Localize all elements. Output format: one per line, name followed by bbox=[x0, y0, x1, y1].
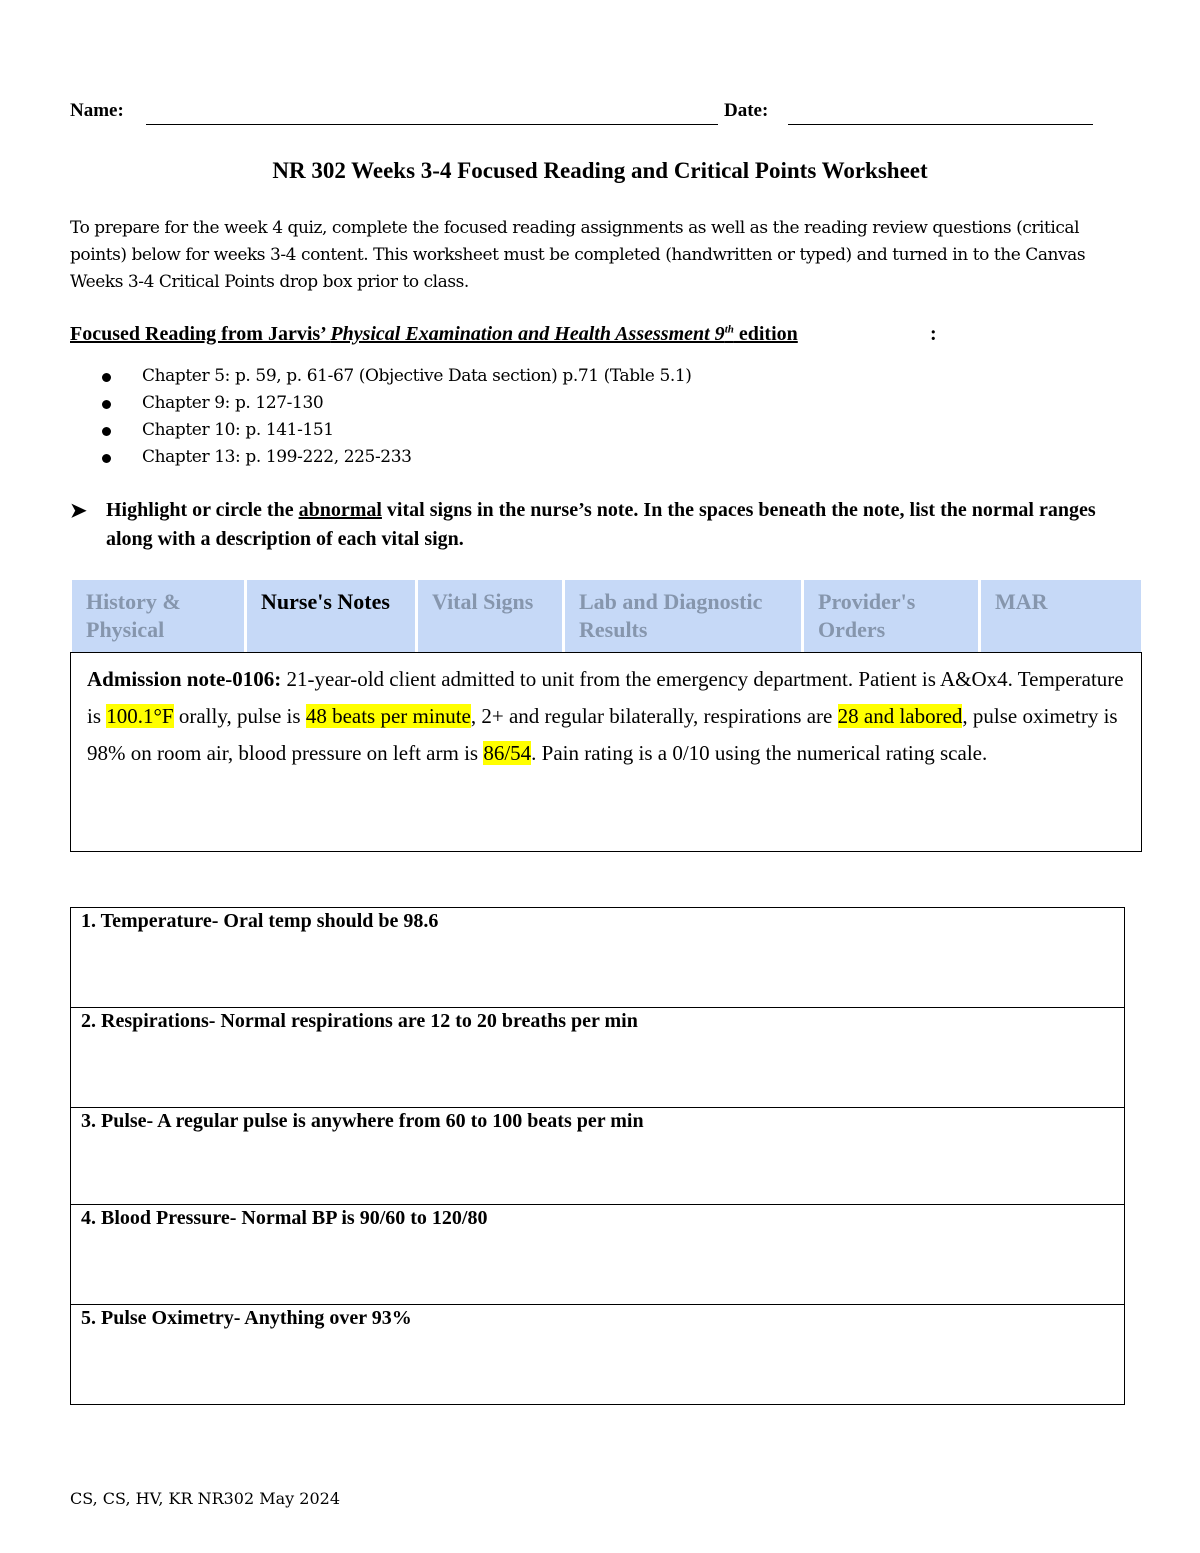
footer: CS, CS, HV, KR NR302 May 2024 bbox=[70, 1489, 341, 1508]
reading-heading-colon: : bbox=[930, 323, 937, 345]
answer-cell[interactable]: 3. Pulse- A regular pulse is anywhere from 60 to 100 beats per min bbox=[71, 1108, 1125, 1205]
chapter-list bbox=[100, 363, 692, 471]
table-row bbox=[71, 1108, 1125, 1205]
abnormal-temperature: 100.1°F bbox=[106, 704, 174, 728]
vital-signs-answers-table bbox=[70, 907, 1125, 1405]
bullet-icon bbox=[102, 400, 111, 409]
chart-tabs bbox=[72, 580, 1141, 652]
arrow-bullet-icon: ➤ bbox=[70, 500, 87, 522]
instruction: ➤ Highlight or circle the abnormal vital signs in the nurse’s note. In the spaces beneath the note, list the normal ranges along with a description of each vital sign. bbox=[70, 499, 1096, 550]
table-row bbox=[71, 1305, 1125, 1405]
bullet-icon bbox=[102, 427, 111, 436]
table-row bbox=[71, 908, 1125, 1008]
date-field[interactable] bbox=[788, 124, 1093, 125]
reading-heading: Focused Reading from Jarvis’ Physical Examination and Health Assessment 9th edition bbox=[70, 323, 798, 345]
tab-history-physical[interactable]: History & Physical bbox=[72, 580, 247, 652]
bullet-icon bbox=[102, 454, 111, 463]
table-row bbox=[71, 1205, 1125, 1305]
list-item: Chapter 5: p. 59, p. 61-67 (Objective Data section) p.71 (Table 5.1) bbox=[100, 363, 692, 390]
name-label: Name: bbox=[70, 100, 124, 121]
tab-lab-diagnostic-results[interactable]: Lab and Diagnostic Results bbox=[565, 580, 804, 652]
name-field[interactable] bbox=[146, 124, 718, 125]
answer-cell[interactable]: 1. Temperature- Oral temp should be 98.6 bbox=[71, 908, 1125, 1008]
answer-cell[interactable]: 4. Blood Pressure- Normal BP is 90/60 to 120/80 bbox=[71, 1205, 1125, 1305]
list-item: Chapter 13: p. 199-222, 225-233 bbox=[100, 444, 692, 471]
bullet-icon bbox=[102, 373, 111, 382]
list-item: Chapter 10: p. 141-151 bbox=[100, 417, 692, 444]
tab-mar[interactable]: MAR bbox=[981, 580, 1141, 652]
abnormal-respirations: 28 and labored bbox=[837, 704, 963, 728]
abnormal-blood-pressure: 86/54 bbox=[483, 741, 532, 765]
tab-nurses-notes[interactable]: Nurse's Notes bbox=[247, 580, 418, 652]
answer-cell[interactable]: 5. Pulse Oximetry- Anything over 93% bbox=[71, 1305, 1125, 1405]
intro-paragraph: To prepare for the week 4 quiz, complete the focused reading assignments as well as the reading review questions (critical points) below for weeks 3-4 content. This worksheet must be completed (handwritten or typed) and turned in to the Canvas Weeks 3-4 Critical Points drop box prior to class. bbox=[70, 218, 1086, 292]
name-date-row bbox=[70, 98, 1100, 128]
abnormal-pulse: 48 beats per minute bbox=[305, 704, 471, 728]
tab-providers-orders[interactable]: Provider's Orders bbox=[804, 580, 981, 652]
table-row bbox=[71, 1008, 1125, 1108]
date-label: Date: bbox=[724, 100, 769, 121]
tab-vital-signs[interactable]: Vital Signs bbox=[418, 580, 565, 652]
admission-note: Admission note-0106: 21-year-old client admitted to unit from the emergency department. Patient is A&Ox4. Temperature is 100.1°F orally, pulse is 48 beats per minute, 2+ and regular bilaterally, respirations are 28 and labored, pulse oximetry is 98% on room air, blood pressure on left arm is 86/54. Pain rating is a 0/10 using the numerical rating scale. bbox=[70, 652, 1142, 852]
list-item: Chapter 9: p. 127-130 bbox=[100, 390, 692, 417]
answer-cell[interactable]: 2. Respirations- Normal respirations are 12 to 20 breaths per min bbox=[71, 1008, 1125, 1108]
page-title: NR 302 Weeks 3-4 Focused Reading and Critical Points Worksheet bbox=[272, 158, 928, 183]
